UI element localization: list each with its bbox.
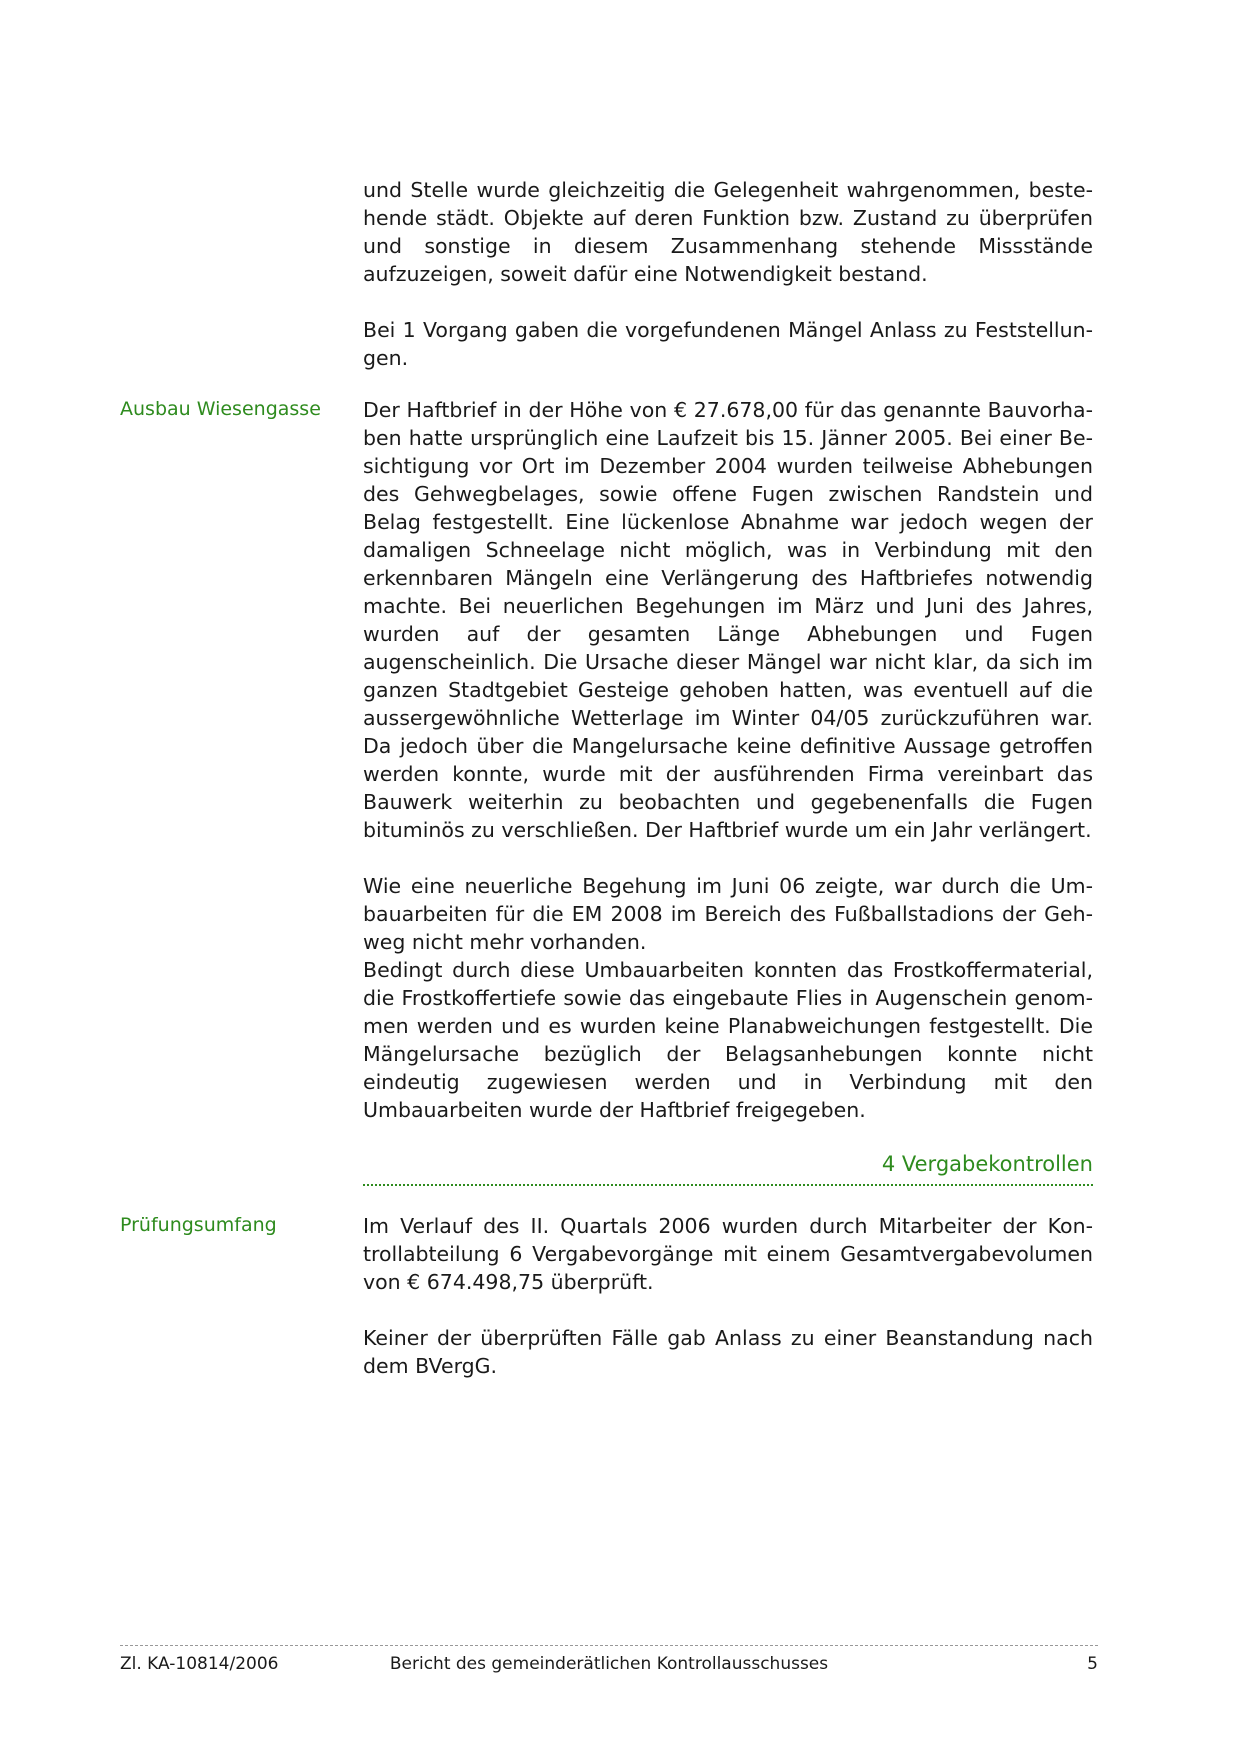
section-heading-rule xyxy=(363,1184,1093,1186)
pruefung-paragraph-1: Im Verlauf des II. Quartals 2006 wurden durch Mitarbeiter der Kontrollabteilung 6 Vergabevorgänge mit einem Gesamtvergabevolumen von € 674.498,75 überprüft. xyxy=(363,1214,1093,1294)
ausbau-paragraph-1: Der Haftbrief in der Höhe von € 27.678,00 für das genannte Bauvorhaben hatte ursprünglich eine Laufzeit bis 15. Jänner 2005. Bei einer Besichtigung vor Ort im Dezember 2004 wurden teilweise Abhebungen des Gehwegbelages, sowie offene Fugen zwischen Randstein und Belag festgestellt. Eine lückenlose Abnahme war jedoch wegen der damaligen Schneelage nicht möglich, was in Verbindung mit den erkennbaren Mängeln eine Verlängerung des Haftbriefes notwendig machte. Bei neuerlichen Begehungen im März und Juni des Jahres, wurden auf der gesamten Länge Abhebungen und Fugen augenscheinlich. Die Ursache dieser Mängel war nicht klar, da sich im ganzen Stadtgebiet Gesteige gehoben hatten, was eventuell auf die aussergewöhnliche Wetterlage im Winter 04/05 zurückzuführen war. Da jedoch über die Mangelursache keine definitive Aussage getroffen werden konnte, wurde mit der ausführenden Firma vereinbart das Bauwerk weiterhin zu beobachten und gegebenenfalls die Fugen bituminös zu verschließen. Der Haftbrief wurde um ein Jahr verlängert. xyxy=(363,398,1093,842)
intro-paragraph-1: und Stelle wurde gleichzeitig die Gelegenheit wahrgenommen, bestehende städt. Objekte auf deren Funktion bzw. Zustand zu überprüfen und sonstige in diesem Zusammenhang stehende Missstände aufzuzeigen, soweit dafür eine Notwendigkeit bestand. xyxy=(363,178,1093,286)
pruefung-paragraph-2: Keiner der überprüften Fälle gab Anlass zu einer Beanstandung nach dem BVergG. xyxy=(363,1326,1093,1378)
footer-reference: Zl. KA-10814/2006 xyxy=(120,1654,279,1674)
pruefung-block xyxy=(363,1212,1093,1380)
margin-label-ausbau: Ausbau Wiesengasse xyxy=(120,398,321,420)
intro-block xyxy=(363,176,1093,372)
ausbau-paragraph-2b: Bedingt durch diese Umbauarbeiten konnten das Frostkoffermaterial, die Frostkoffertiefe sowie das eingebaute Flies in Augenschein genommen werden und es wurden keine Planabweichungen festgestellt. Die Mängelursache bezüglich der Belagsanhebungen konnte nicht eindeutig zugewiesen werden und in Verbindung mit den Umbauarbeiten wurde der Haftbrief freigegeben. xyxy=(363,958,1093,1122)
ausbau-paragraph-2a: Wie eine neuerliche Begehung im Juni 06 zeigte, war durch die Umbauarbeiten für die EM 2008 im Bereich des Fußballstadions der Gehweg nicht mehr vorhanden. xyxy=(363,874,1093,954)
section-heading-vergabekontrollen: 4 Vergabekontrollen xyxy=(881,1152,1093,1176)
footer-page-number: 5 xyxy=(1087,1654,1098,1674)
ausbau-block xyxy=(363,396,1093,1124)
intro-paragraph-2: Bei 1 Vorgang gaben die vorgefundenen Mängel Anlass zu Feststellungen. xyxy=(363,318,1093,370)
footer-title: Bericht des gemeinderätlichen Kontrollausschusses xyxy=(389,1654,829,1674)
margin-label-pruefungsumfang: Prüfungsumfang xyxy=(120,1214,277,1236)
footer-rule xyxy=(120,1645,1098,1646)
